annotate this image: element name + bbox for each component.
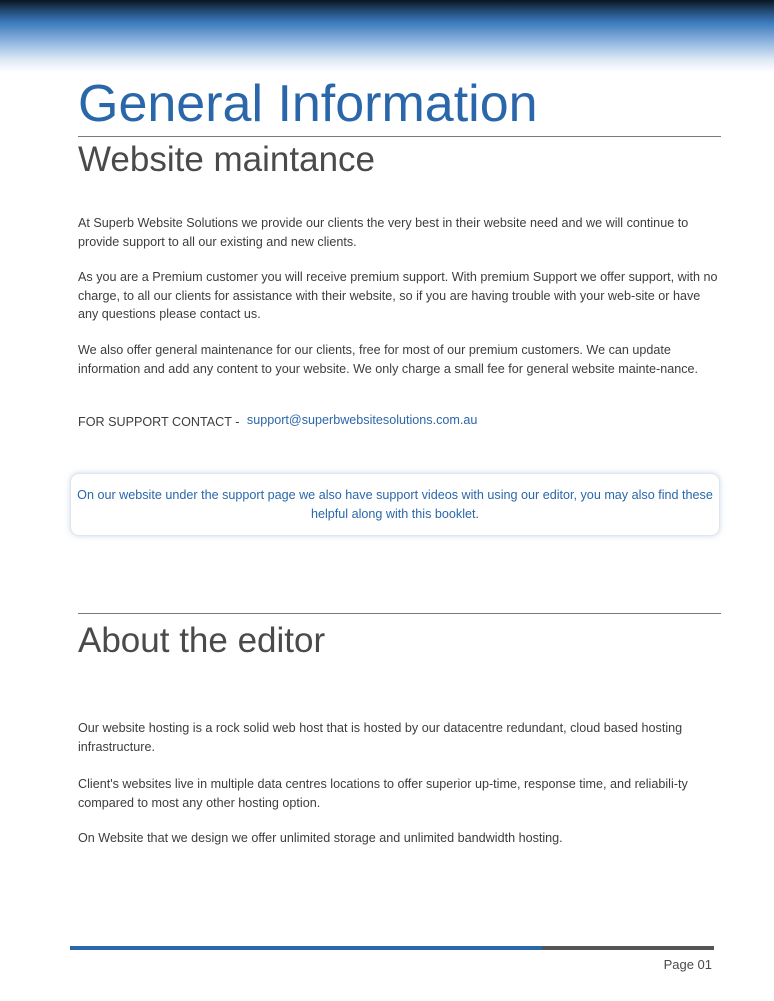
section-divider [78,613,721,614]
callout-text: On our website under the support page we also have support videos with using our editor, you may also find these helpful along with this booklet. [77,488,713,521]
maintenance-paragraph: At Superb Website Solutions we provide our clients the very best in their website need and we will continue to provide support to all our existing and new clients. [78,216,689,249]
support-email-link[interactable]: support@superbwebsitesolutions.com.au [246,413,478,427]
maintenance-paragraph: We also offer general maintenance for our clients, free for most of our premium customers. We can update information and add any content to your website. We only charge a small fee for general website mainte-nance. [78,343,699,376]
footer-bar-accent [70,946,542,950]
page-number: Page 01 [663,957,712,972]
section-title-editor: About the editor [78,621,326,660]
title-divider [78,136,721,137]
support-contact-label: FOR SUPPORT CONTACT - [78,415,240,429]
support-videos-callout [70,473,720,536]
editor-paragraph: Client's websites live in multiple data centres locations to offer superior up-time, response time, and reliabili-ty compared to most any other hosting option. [78,777,688,810]
section-title-maintenance: Website maintance [78,140,376,179]
page-title: General Information [78,75,538,133]
editor-paragraph: Our website hosting is a rock solid web host that is hosted by our datacentre redundant, cloud based hosting infrastructure. [78,721,683,754]
editor-paragraph: On Website that we design we offer unlimited storage and unlimited bandwidth hosting. [78,831,563,845]
maintenance-paragraph: As you are a Premium customer you will receive premium support. With premium Support we offer support, with no charge, to all our clients for assistance with their website, so if you are having trouble with your web-site or have any questions please contact us. [78,270,718,321]
footer-bar-dark [542,946,714,950]
header-gradient-band [0,0,774,72]
support-contact [78,413,477,431]
